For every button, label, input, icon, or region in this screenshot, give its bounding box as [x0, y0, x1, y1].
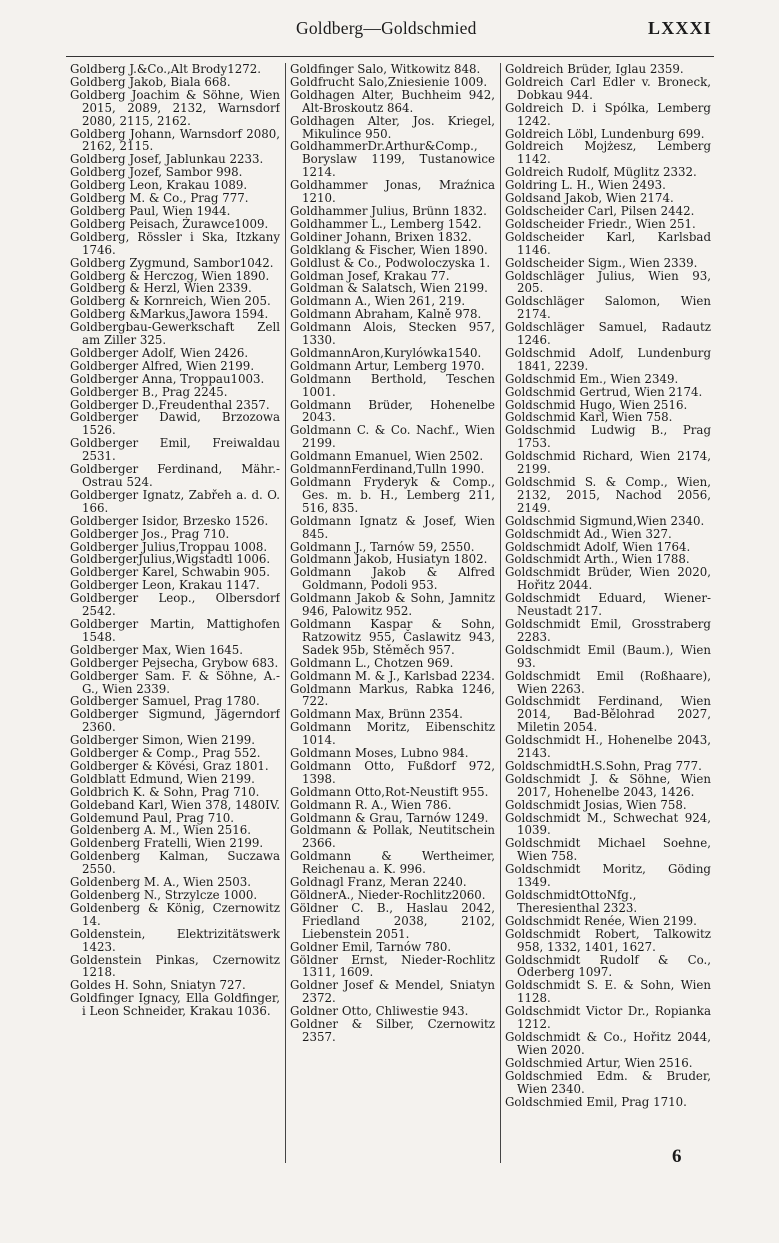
directory-entry: Goldreich D. i Spólka, Lemberg 1242. [505, 100, 711, 128]
directory-entry: Goldberger Martin, Mattighofen 1548. [70, 616, 280, 644]
directory-entry: Goldklang & Fischer, Wien 1890. [290, 242, 488, 257]
directory-entry: Goldscheider Friedr., Wien 251. [505, 216, 696, 231]
directory-entry: Goldschmidt Emil (Baum.), Wien 93. [505, 642, 711, 670]
directory-entry: Goldschmied Edm. & Bruder, Wien 2340. [505, 1068, 711, 1096]
directory-entry: Goldring L. H., Wien 2493. [505, 178, 666, 193]
directory-entry: Goldberger Emil, Freiwaldau 2531. [70, 436, 280, 464]
directory-entry: Goldberg Joachim & Söhne, Wien 2015, 2089, 2132, Warnsdorf 2080, 2115, 2162. [70, 87, 280, 128]
directory-entry: Goldlust & Co., Podwoloczyska 1. [290, 255, 491, 270]
directory-entry: GoldschmidtH.S.Sohn, Prag 777. [505, 758, 702, 773]
directory-entry: Goldberger Alfred, Wien 2199. [70, 358, 255, 373]
directory-entry: Goldmann Fryderyk & Comp., Ges. m. b. H., Lemberg 211, 516, 835. [290, 475, 495, 515]
header-rule-left [66, 56, 286, 57]
directory-entry: Goldschmid Richard, Wien 2174, 2199. [505, 449, 711, 477]
directory-entry: Goldnagl Franz, Meran 2240. [290, 875, 467, 890]
directory-entry: Goldberger Jos., Prag 710. [70, 526, 230, 541]
directory-column-3 [505, 63, 711, 1188]
directory-entry: Goldberger Samuel, Prag 1780. [70, 694, 260, 709]
directory-entry: Goldschmid S. & Comp., Wien, 2132, 2015, Nachod 2056, 2149. [505, 475, 711, 515]
directory-entry: Goldmann Abraham, Kalně 978. [290, 307, 482, 322]
directory-entry: Goldberger & Comp., Prag 552. [70, 746, 261, 761]
directory-entry: Goldmann Max, Brünn 2354. [290, 707, 463, 722]
directory-entry: Goldschmid Sigmund,Wien 2340. [505, 513, 705, 528]
directory-entry: Goldschmid Hugo, Wien 2516. [505, 397, 688, 412]
directory-entry: Goldfinger Ignacy, Ella Goldfinger, i Leon Schneider, Krakau 1036. [70, 991, 280, 1019]
directory-entry: Goldmann Moses, Lubno 984. [290, 746, 469, 761]
directory-column-1 [70, 63, 280, 1188]
directory-entry: Goldschmidt Renée, Wien 2199. [505, 913, 697, 928]
directory-entry: Goldmann Berthold, Teschen 1001. [290, 371, 495, 399]
directory-entry: Goldberg &Markus,Jawora 1594. [70, 307, 269, 322]
directory-entry: Goldschmidt J. & Söhne, Wien 2017, Hohenelbe 2043, 1426. [505, 771, 711, 799]
page-title: Goldberg—Goldschmied [296, 18, 477, 38]
directory-entry: GöldnerA., Nieder-Rochlitz2060. [290, 888, 486, 902]
directory-entry: Goldschmidt Josias, Wien 758. [505, 797, 687, 812]
directory-entry: Goldner Josef & Mendel, Sniatyn 2372. [290, 978, 495, 1006]
directory-entry: Goldschmied Emil, Prag 1710. [505, 1094, 687, 1109]
directory-entry: Goldman & Salatsch, Wien 2199. [290, 281, 488, 296]
directory-entry: Goldschmied Artur, Wien 2516. [505, 1055, 693, 1070]
directory-entry: Goldberg M. & Co., Prag 777. [70, 191, 249, 206]
directory-entry: Goldberger Leop., Olbersdorf 2542. [70, 591, 280, 619]
directory-entry: Göldner Ernst, Nieder-Rochlitz 1311, 1609. [290, 952, 495, 980]
directory-entry: Goldenstein Pinkas, Czernowitz 1218. [70, 952, 280, 980]
directory-entry: Goldhammer L., Lemberg 1542. [290, 216, 482, 231]
directory-entry: Goldmann M. & J., Karlsbad 2234. [290, 668, 495, 683]
directory-entry: Goldberger Karel, Schwabin 905. [70, 565, 271, 580]
column-divider-left [285, 63, 286, 1163]
directory-entry: Goldmann Artur, Lemberg 1970. [290, 358, 485, 373]
directory-entry: Goldmann Otto, Fußdorf 972, 1398. [290, 758, 495, 786]
directory-entry: Goldschmidt Ferdinand, Wien 2014, Bad-Bělohrad 2027, Miletin 2054. [505, 694, 711, 735]
directory-entry: Goldberg Leon, Krakau 1089. [70, 178, 248, 193]
directory-entry: Goldberger Ignatz, Zabřeh a. d. O. 166. [70, 487, 280, 515]
header-rule-right [502, 56, 714, 57]
directory-entry: Goldberg Zygmund, Sambor1042. [70, 255, 274, 270]
directory-entry: Goldman Josef, Krakau 77. [290, 268, 450, 283]
directory-entry: Goldreich Carl Edler v. Broneck, Dobkau 944. [505, 74, 711, 102]
page-number: LXXXI [648, 18, 713, 38]
directory-entry: Goldner & Silber, Czernowitz 2357. [290, 1017, 495, 1044]
directory-entry: Goldberger Anna, Troppau1003. [70, 371, 265, 386]
directory-entry: Goldenberg M. A., Wien 2503. [70, 875, 252, 890]
directory-entry: Goldhagen Alter, Jos. Kriegel, Mikulince 950. [290, 113, 495, 141]
directory-entry: Goldmann Jakob & Sohn, Jamnitz 946, Palowitz 952. [290, 591, 495, 619]
directory-entry: Goldberg Peisach, Żurawce1009. [70, 216, 269, 231]
directory-entry: Goldenberg & König, Czernowitz 14. [70, 900, 280, 928]
directory-entry: Goldschmidt & Co., Hořitz 2044, Wien 2020. [505, 1029, 711, 1057]
directory-entry: Goldreich Rudolf, Müglitz 2332. [505, 165, 697, 180]
header-rule-mid [286, 56, 502, 57]
directory-entry: Goldberg & Kornreich, Wien 205. [70, 294, 271, 309]
directory-entry: Goldberg Jakob, Biala 668. [70, 74, 231, 89]
directory-entry: Goldberg & Herzl, Wien 2339. [70, 281, 252, 296]
directory-entry: Goldmann & Wertheimer, Reichenau a. K. 996. [290, 849, 495, 877]
directory-entry: Goldschläger Samuel, Radautz 1246. [505, 320, 711, 348]
directory-entry: Goldscheider Carl, Pilsen 2442. [505, 203, 695, 218]
directory-entry: Goldscheider Karl, Karlsbad 1146. [505, 229, 711, 257]
directory-entry: Goldberger Pejsecha, Grybow 683. [70, 655, 279, 670]
directory-entry: GoldmannFerdinand,Tulln 1990. [290, 462, 485, 477]
directory-entry: Goldschmidt Robert, Talkowitz 958, 1332, 1401, 1627. [505, 926, 711, 954]
directory-entry: Goldschmidt Ad., Wien 327. [505, 526, 672, 541]
directory-entry: Goldmann R. A., Wien 786. [290, 797, 452, 812]
directory-entry: Goldberg Johann, Warnsdorf 2080, 2162, 2115. [70, 126, 280, 154]
directory-entry: Goldmann C. & Co. Nachf., Wien 2199. [290, 423, 495, 451]
directory-entry: Goldmann Alois, Stecken 957, 1330. [290, 320, 495, 348]
directory-entry: Goldberger Max, Wien 1645. [70, 642, 244, 657]
directory-entry: Goldenberg N., Strzylcze 1000. [70, 888, 258, 902]
directory-entry: Goldes H. Sohn, Sniatyn 727. [70, 978, 246, 993]
directory-entry: Goldschmidt M., Schwechat 924, 1039. [505, 810, 711, 838]
directory-entry: Goldberger Ferdinand, Mähr.-Ostrau 524. [70, 462, 280, 489]
directory-entry: Goldberger D.,Freudenthal 2357. [70, 397, 270, 412]
directory-entry: Goldmann & Grau, Tarnów 1249. [290, 810, 489, 825]
directory-entry: Göldner C. B., Haslau 2042, Friedland 2038, 2102, Liebenstein 2051. [290, 900, 495, 941]
directory-entry: Goldberg Paul, Wien 1944. [70, 203, 231, 218]
directory-entry: Goldhagen Alter, Buchheim 942, Alt-Broskoutz 864. [290, 87, 495, 115]
directory-entry: Goldsand Jakob, Wien 2174. [505, 191, 674, 206]
directory-entry: Goldschmid Em., Wien 2349. [505, 371, 679, 386]
directory-entry: Goldmann J., Tarnów 59, 2550. [290, 539, 475, 554]
directory-entry: Goldberg, Rössler i Ska, Itzkany 1746. [70, 229, 280, 257]
directory-entry: Goldberg J.&Co.,Alt Brody1272. [70, 63, 261, 76]
directory-entry: Goldner Emil, Tarnów 780. [290, 939, 452, 954]
directory-entry: Goldberg Jozef, Sambor 998. [70, 165, 243, 180]
directory-entry: Goldberg Josef, Jablunkau 2233. [70, 152, 264, 167]
directory-entry: GoldmannAron,Kurylówka1540. [290, 345, 482, 360]
directory-entry: Goldeband Karl, Wien 378, 1480IV. [70, 797, 280, 812]
directory-entry: Goldfinger Salo, Witkowitz 848. [290, 63, 481, 76]
directory-entry: Goldhammer Julius, Brünn 1832. [290, 203, 487, 218]
directory-entry: GoldhammerDr.Arthur&Comp., Boryslaw 1199, Tustanowice 1214. [290, 139, 495, 180]
directory-entry: Goldschmidt Michael Soehne, Wien 758. [505, 836, 711, 864]
directory-entry: Goldschmidt H., Hohenelbe 2043, 2143. [505, 733, 711, 761]
directory-entry: Goldberg & Herczog, Wien 1890. [70, 268, 270, 283]
directory-entry: Goldberger Sigmund, Jägerndorf 2360. [70, 707, 280, 735]
directory-entry: Goldmann Emanuel, Wien 2502. [290, 449, 484, 464]
column-divider-right [500, 63, 501, 1163]
directory-entry: Goldschmidt Rudolf & Co., Oderberg 1097. [505, 952, 711, 980]
directory-entry: Goldiner Johann, Brixen 1832. [290, 229, 472, 244]
directory-entry: Goldschmid Adolf, Lundenburg 1841, 2239. [505, 345, 711, 373]
directory-entry: Goldmann Kaspar & Sohn, Ratzowitz 955, Časlawitz 943, Sadek 95b, Stěměch 957. [290, 616, 495, 657]
directory-entry: Goldberger Julius,Troppau 1008. [70, 539, 268, 554]
directory-entry: GoldschmidtOttoNfg., Theresienthal 2323. [505, 888, 638, 915]
directory-entry: Goldner Otto, Chliwestie 943. [290, 1004, 469, 1019]
directory-entry: Goldschmidt Eduard, Wiener-Neustadt 217. [505, 591, 711, 619]
directory-entry: Goldscheider Sigm., Wien 2339. [505, 255, 698, 270]
directory-entry: Goldmann A., Wien 261, 219. [290, 294, 466, 309]
directory-entry: Goldenberg Fratelli, Wien 2199. [70, 836, 264, 851]
directory-entry: Goldberger B., Prag 2245. [70, 384, 228, 399]
directory-column-2 [290, 63, 495, 1188]
directory-entry: Goldreich Mojżesz, Lemberg 1142. [505, 139, 711, 167]
directory-entry: Goldschmidt Adolf, Wien 1764. [505, 539, 691, 554]
directory-entry: Goldberger Isidor, Brzesko 1526. [70, 513, 269, 528]
directory-entry: Goldmann Moritz, Eibenschitz 1014. [290, 720, 495, 748]
directory-entry: Goldschmid Karl, Wien 758. [505, 410, 673, 425]
directory-entry: Goldmann & Pollak, Neutitschein 2366. [290, 823, 495, 851]
directory-entry: Goldschläger Julius, Wien 93, 205. [505, 268, 711, 296]
directory-entry: Goldschläger Salomon, Wien 2174. [505, 294, 711, 322]
directory-entry: Goldmann Otto,Rot-Neustift 955. [290, 784, 489, 799]
directory-entry: Goldenberg Kalman, Suczawa 2550. [70, 849, 280, 877]
directory-entry: Goldberger Dawid, Brzozowa 1526. [70, 410, 280, 438]
directory-entry: Goldemund Paul, Prag 710. [70, 810, 235, 825]
directory-entry: Goldmann Markus, Rabka 1246, 722. [290, 681, 495, 709]
directory-entry: Goldschmidt Victor Dr., Ropianka 1212. [505, 1004, 711, 1032]
directory-entry: Goldschmidt Moritz, Göding 1349. [505, 862, 711, 890]
directory-entry: Goldenberg A. M., Wien 2516. [70, 823, 252, 838]
directory-entry: Goldfrucht Salo,Zniesienie 1009. [290, 74, 488, 89]
directory-entry: Goldberger Sam. F. & Söhne, A.-G., Wien 2339. [70, 668, 280, 696]
directory-entry: Goldreich Löbl, Lundenburg 699. [505, 126, 705, 141]
directory-entry: Goldmann Jakob, Husiatyn 1802. [290, 552, 488, 567]
directory-entry: Goldenstein, Elektrizitätswerk 1423. [70, 926, 280, 954]
directory-entry: Goldbrich K. & Sohn, Prag 710. [70, 784, 260, 799]
directory-entry: Goldschmidt Emil (Roßhaare), Wien 2263. [505, 668, 711, 696]
directory-entry: Goldmann Brüder, Hohenelbe 2043. [290, 397, 495, 425]
directory-entry: Goldschmid Ludwig B., Prag 1753. [505, 423, 711, 451]
directory-entry: Goldschmid Gertrud, Wien 2174. [505, 384, 703, 399]
directory-entry: Goldbergbau-Gewerkschaft Zell am Ziller 325. [70, 320, 280, 348]
directory-entry: Goldmann Jakob & Alfred Goldmann, Podoli 953. [290, 565, 495, 593]
directory-entry: Goldberger & Kövési, Graz 1801. [70, 758, 269, 773]
directory-entry: Goldschmidt Arth., Wien 1788. [505, 552, 690, 567]
directory-entry: Goldschmidt Brüder, Wien 2020, Hořitz 2044. [505, 565, 711, 593]
directory-entry: Goldberger Adolf, Wien 2426. [70, 345, 249, 360]
directory-entry: Goldmann L., Chotzen 969. [290, 655, 454, 670]
directory-entry: Goldberger Leon, Krakau 1147. [70, 578, 260, 593]
directory-entry: GoldbergerJulius,Wigstadtl 1006. [70, 552, 271, 567]
directory-entry: Goldblatt Edmund, Wien 2199. [70, 771, 255, 786]
directory-entry: Goldreich Brüder, Iglau 2359. [505, 63, 684, 76]
directory-entry: Goldschmidt Emil, Grosstraberg 2283. [505, 616, 711, 644]
directory-entry: Goldhammer Jonas, Mraźnica 1210. [290, 178, 495, 206]
page-header [0, 18, 779, 48]
signature-mark: 6 [672, 1146, 682, 1167]
directory-entry: Goldberger Simon, Wien 2199. [70, 733, 255, 748]
directory-entry: Goldmann Ignatz & Josef, Wien 845. [290, 513, 495, 541]
directory-entry: Goldschmidt S. E. & Sohn, Wien 1128. [505, 978, 711, 1006]
